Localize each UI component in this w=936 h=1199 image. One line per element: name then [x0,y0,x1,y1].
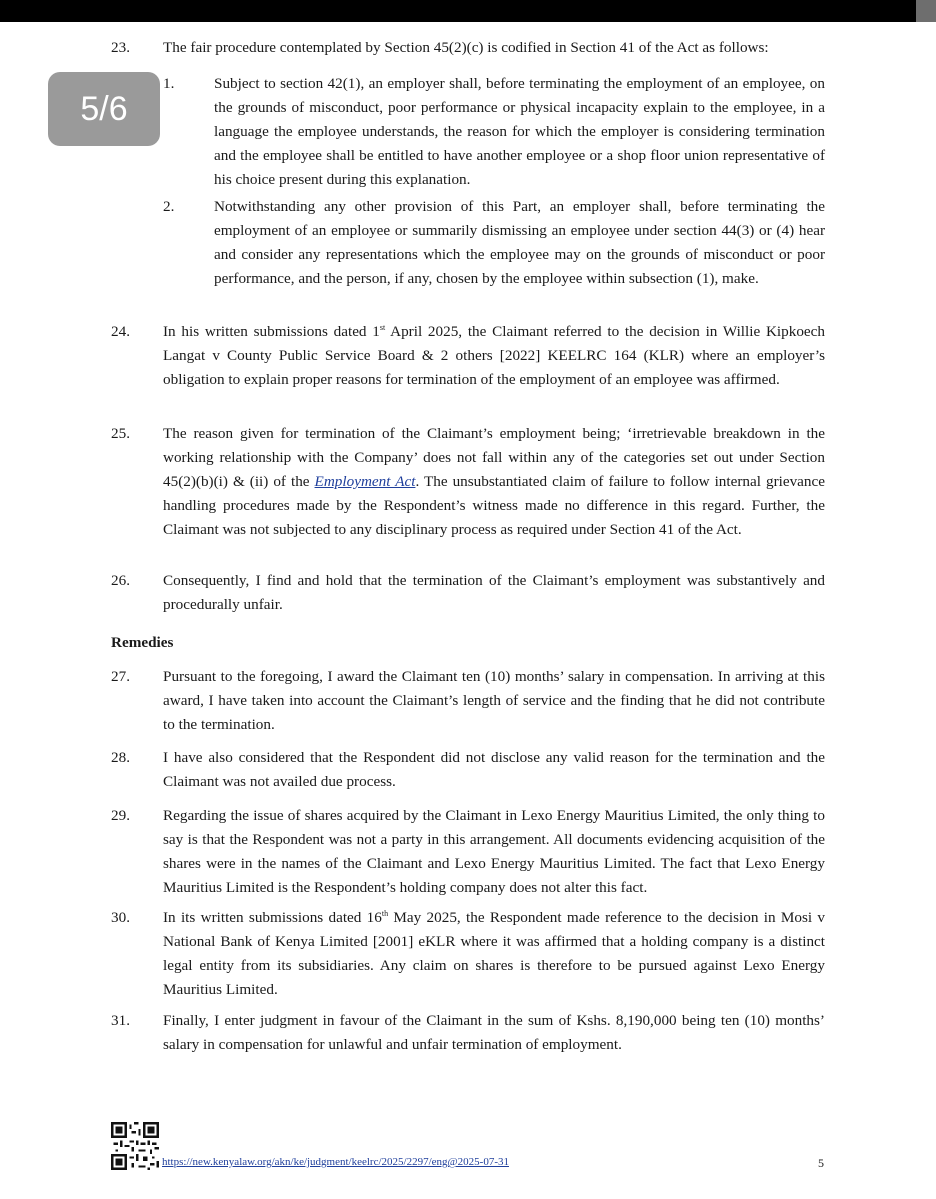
paragraph-number: 24. [111,323,130,340]
subparagraph-number: 2. [163,198,175,215]
paragraph-number: 25. [111,425,130,442]
paragraph-24-text-start: In his written submissions dated 1 [163,323,380,340]
top-bar [0,0,936,22]
page-number: 5 [818,1156,824,1170]
paragraph-24-text-end: April 2025, the Claimant referred to the decision in Willie Kipkoech Langat v County Public Service Board & 2 others [2022] KEELRC 164 (KLR) where an employer’s obligation to explain proper reasons for termination of the employment of an employee was affirmed. [163,323,825,388]
paragraph-31: Finally, I enter judgment in favour of the Claimant in the sum of Kshs. 8,190,000 being ten (10) months’ salary in compensation for unlawful and unfair termination of employment. [163,1012,825,1053]
paragraph-25-text-end: . The unsubstantiated claim of failure to follow internal grievance handling procedures made by the Respondent’s witness made no difference in this regard. Further, the Claimant was not subjected to any disciplinary process as required under Section 41 of the Act. [163,473,825,538]
paragraph-number: 29. [111,807,130,824]
subparagraph-23-2: Notwithstanding any other provision of this Part, an employer shall, before terminating the employment of an employee or summarily dismissing an employee under section 44(3) or (4) hear and consider any representations which the employee may on the grounds of misconduct or poor performance, and the person, if any, chosen by the employee within subsection (1), make. [214,198,825,287]
paragraph-23: The fair procedure contemplated by Section 45(2)(c) is codified in Section 41 of the Act as follows: [163,39,769,56]
paragraph-28: I have also considered that the Respondent did not disclose any valid reason for the termination and the Claimant was not availed due process. [163,749,825,790]
subparagraph-number: 1. [163,75,175,92]
paragraph-29: Regarding the issue of shares acquired by the Claimant in Lexo Energy Mauritius Limited, the only thing to say is that the Respondent was not a party in this arrangement. All documents evidencing acquisition of the shares were in the names of the Claimant and Lexo Energy Mauritius Limited. The fact that Lexo Energy Mauritius Limited is the Respondent’s holding company does not alter this fact. [163,807,825,896]
paragraph-30 [163,906,825,1002]
paragraph-30-text-end: May 2025, the Respondent made reference to the decision in Mosi v National Bank of Kenya Limited [2001] eKLR where it was affirmed that a holding company is a distinct legal entity from its subsidiaries. Any claim on shares is therefore to be pursued against Lexo Energy Mauritius Limited. [163,909,825,998]
subparagraph-23-1: Subject to section 42(1), an employer shall, before terminating the employment of an employee, on the grounds of misconduct, poor performance or physical incapacity explain to the employee, in a language the employee understands, the reason for which the employer is considering termination and the employee shall be entitled to have another employee or a shop floor union representative of his choice present during this explanation. [214,75,825,188]
ordinal-suffix: st [379,323,386,332]
page-counter-badge: 5/6 [48,72,160,146]
paragraph-number: 23. [111,39,130,56]
paragraph-30-text-start: In its written submissions dated 16 [163,909,382,926]
paragraph-number: 27. [111,668,130,685]
remedies-heading: Remedies [111,634,174,651]
paragraph-27: Pursuant to the foregoing, I award the Claimant ten (10) months’ salary in compensation. In arriving at this award, I have taken into account the Claimant’s length of service and the finding that he did not contribute to the termination. [163,668,825,733]
paragraph-25 [163,422,825,542]
ordinal-suffix: th [381,909,389,918]
paragraph-number: 26. [111,572,130,589]
top-bar-edge [916,0,936,22]
paragraph-24 [163,320,825,392]
paragraph-number: 30. [111,909,130,926]
footer-source-link[interactable]: https://new.kenyalaw.org/akn/ke/judgment/keelrc/2025/2297/eng@2025-07-31 [162,1156,509,1168]
paragraph-number: 31. [111,1012,130,1029]
paragraph-26: Consequently, I find and hold that the termination of the Claimant’s employment was substantively and procedurally unfair. [163,572,825,613]
employment-act-link[interactable]: Employment Act [314,473,416,490]
paragraph-25-text-start: The reason given for termination of the Claimant’s employment being; ‘irretrievable breakdown in the working relationship with the Company’ does not fall within any of the categories set out under Section 45(2)(b)(i) & (ii) of the [163,425,825,490]
qr-code-icon [111,1122,159,1170]
paragraph-number: 28. [111,749,130,766]
